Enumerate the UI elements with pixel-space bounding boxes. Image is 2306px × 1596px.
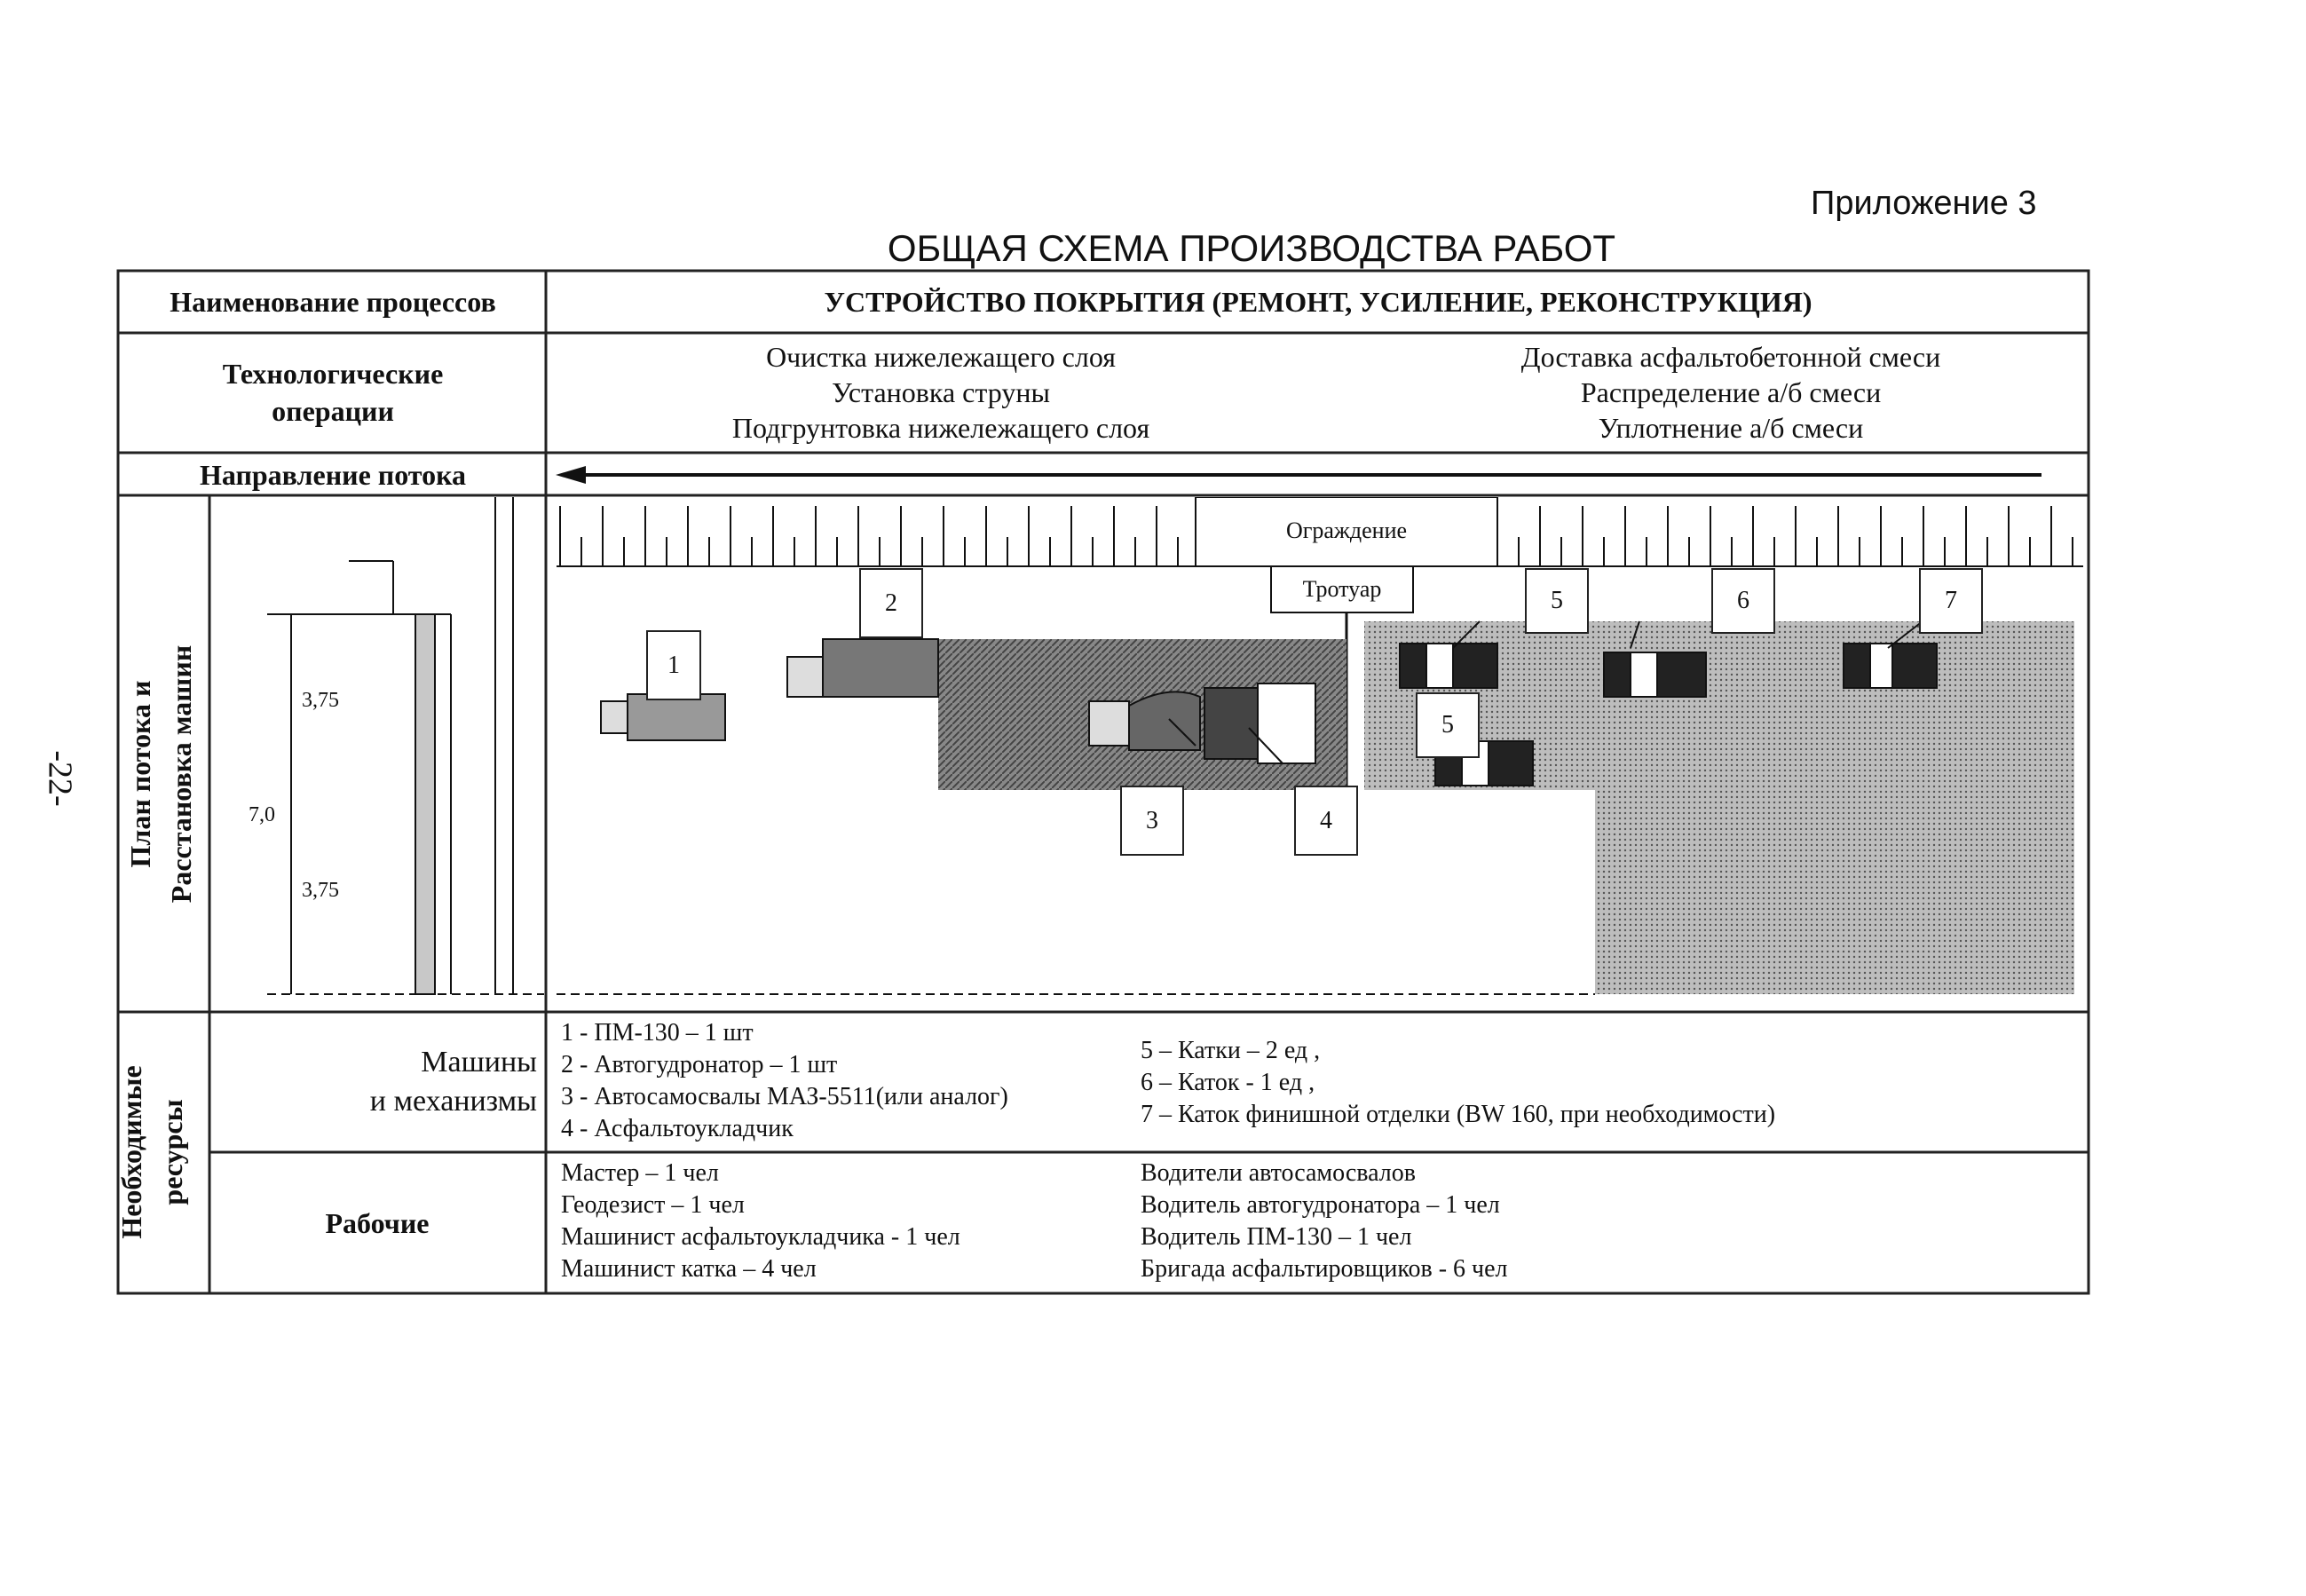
sidewalk-label: Тротуар bbox=[1302, 576, 1382, 602]
marker-6: 6 bbox=[1711, 568, 1775, 634]
marker-5-bottom: 5 bbox=[1416, 692, 1480, 758]
worker-item: Мастер – 1 чел bbox=[561, 1159, 719, 1187]
dim-lane-bottom: 3,75 bbox=[302, 879, 339, 902]
marker-3: 3 bbox=[1120, 786, 1184, 856]
operation-item: Подгрунтовка нижележащего слоя bbox=[731, 412, 1150, 444]
operation-item: Доставка асфальтобетонной смеси bbox=[1520, 341, 1941, 373]
marker-5-top: 5 bbox=[1525, 568, 1589, 634]
fence-label: Ограждение bbox=[1285, 518, 1408, 543]
operation-item: Распределение а/б смеси bbox=[1580, 376, 1882, 408]
machine-item: 3 - Автосамосвалы МАЗ-5511(или аналог) bbox=[561, 1083, 1008, 1110]
dim-total: 7,0 bbox=[249, 803, 275, 826]
workers-list-left bbox=[561, 1157, 960, 1285]
operations-right bbox=[1438, 339, 2024, 446]
machine-item: 1 - ПМ-130 – 1 шт bbox=[561, 1019, 754, 1047]
operations-left bbox=[657, 339, 1225, 446]
flow-label: Направление потока bbox=[199, 459, 467, 491]
operation-item: Установка струны bbox=[832, 376, 1050, 408]
resources-label-line1: Необходимые bbox=[115, 1065, 147, 1239]
machine-item: 4 - Асфальтоукладчик bbox=[561, 1115, 794, 1142]
flow-arrow bbox=[550, 457, 2095, 493]
plan-label-line2: Расстановка машин bbox=[165, 644, 197, 904]
road-cross-section bbox=[211, 497, 544, 1012]
worker-item: Бригада асфальтировщиков - 6 чел bbox=[1141, 1255, 1508, 1283]
machines-label-line2: и механизмы bbox=[369, 1085, 537, 1118]
page-number: -22- bbox=[41, 750, 79, 807]
operations-label bbox=[124, 355, 541, 430]
worker-item: Машинист асфальтоукладчика - 1 чел bbox=[561, 1223, 960, 1251]
plan-label bbox=[120, 521, 209, 1027]
machine-item: 2 - Автогудронатор – 1 шт bbox=[561, 1051, 838, 1078]
worker-item: Водитель ПМ-130 – 1 чел bbox=[1141, 1223, 1412, 1251]
machine-item: 6 – Каток - 1 ед , bbox=[1141, 1069, 1315, 1096]
marker-7: 7 bbox=[1919, 568, 1983, 634]
worker-item: Геодезист – 1 чел bbox=[561, 1191, 745, 1219]
workers-label: Рабочие bbox=[325, 1207, 430, 1239]
processes-label: Наименование процессов bbox=[170, 286, 496, 318]
operations-label-line1: Технологические bbox=[222, 358, 444, 390]
machine-item: 5 – Катки – 2 ед , bbox=[1141, 1037, 1321, 1064]
plan-label-line1: План потока и bbox=[124, 680, 156, 868]
resources-label-line2: ресурсы bbox=[156, 1099, 188, 1205]
operation-item: Уплотнение а/б смеси bbox=[1598, 412, 1864, 444]
processes-value: УСТРОЙСТВО ПОКРЫТИЯ (РЕМОНТ, УСИЛЕНИЕ, РЕКОНСТРУКЦИЯ) bbox=[824, 286, 1812, 318]
resources-label bbox=[111, 1019, 200, 1285]
marker-4: 4 bbox=[1294, 786, 1358, 856]
machines-list-right bbox=[1141, 1035, 1775, 1131]
workers-list-right bbox=[1141, 1157, 1508, 1285]
machine-item: 7 – Каток финишной отделки (BW 160, при необходимости) bbox=[1141, 1101, 1776, 1128]
marker-1: 1 bbox=[646, 630, 701, 700]
machines-label-line1: Машины bbox=[421, 1046, 537, 1078]
appendix-label: Приложение 3 bbox=[1811, 185, 2037, 222]
operation-item: Очистка нижележащего слоя bbox=[766, 341, 1116, 373]
worker-item: Машинист катка – 4 чел bbox=[561, 1255, 817, 1283]
marker-2: 2 bbox=[859, 568, 923, 638]
document-title: ОБЩАЯ СХЕМА ПРОИЗВОДСТВА РАБОТ bbox=[887, 227, 1616, 269]
worker-item: Водители автосамосвалов bbox=[1141, 1159, 1416, 1187]
worker-item: Водитель автогудронатора – 1 чел bbox=[1141, 1191, 1500, 1219]
operations-label-line2: операции bbox=[272, 395, 394, 427]
machines-label bbox=[213, 1043, 537, 1121]
machines-list-left bbox=[561, 1017, 1008, 1145]
dim-lane-top: 3,75 bbox=[302, 689, 339, 712]
